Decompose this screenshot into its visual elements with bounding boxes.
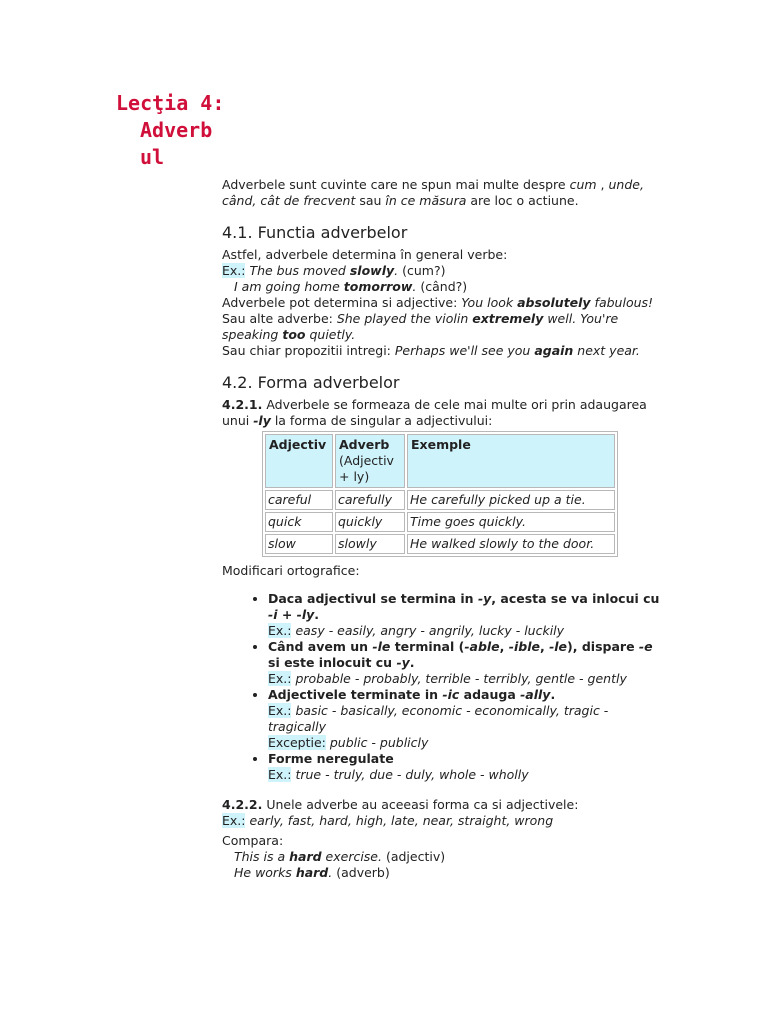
exception-label: Exceptie: — [268, 735, 326, 750]
table-row: careful carefully He carefully picked up a tie. — [265, 490, 615, 510]
lesson-title-line2: Adverb — [140, 118, 213, 142]
example-label: Ex.: — [222, 813, 246, 828]
example-label: Ex.: — [268, 671, 292, 686]
other-adverbs-line: Sau alte adverbe: She played the violin extremely well. You're speaking too quietly. — [222, 311, 619, 342]
paragraph-4-2-2: 4.2.2. Unele adverbe au aceeasi forma ca si adjectivele: — [222, 797, 579, 812]
example-1: Ex.: The bus moved slowly. (cum?) — [222, 263, 446, 278]
example-label: Ex.: — [268, 703, 292, 718]
table-header-row — [265, 434, 615, 488]
adjective-line: Adverbele pot determina si adjective: You look absolutely fabulous! — [222, 295, 654, 310]
table-header-adjectiv: Adjectiv — [265, 434, 333, 488]
table-row: slow slowly He walked slowly to the door. — [265, 534, 615, 554]
lesson-title-line3: ul — [140, 145, 165, 169]
compare-line-1: This is a hard exercise. (adjectiv) — [234, 849, 446, 864]
spelling-rules-list — [222, 591, 662, 783]
adverb-table — [262, 431, 618, 557]
list-item: • Când avem un -le terminal (-able, -ible, -le), dispare -e si este inlocuit cu -y. Ex.: probable - probably, terrible - terribly, gentle - gently — [268, 639, 662, 687]
list-item: • Adjectivele terminate in -ic adauga -ally. Ex.: basic - basically, economic - economically, tragic - tragically Exceptie: public - publicly — [268, 687, 662, 751]
sentence-line: Sau chiar propozitii intregi: Perhaps we'll see you again next year. — [222, 343, 640, 358]
table-row: quick quickly Time goes quickly. — [265, 512, 615, 532]
list-item: • Daca adjectivul se termina in -y, acesta se va inlocui cu -i + -ly. Ex.: easy - easily, angry - angrily, lucky - luckily — [268, 591, 662, 639]
lesson-title-line1: Lecţia 4: — [116, 91, 225, 115]
example-2: I am going home tomorrow. (când?) — [234, 279, 468, 294]
same-form-examples: Ex.: early, fast, hard, high, late, near, straight, wrong — [222, 813, 554, 828]
function-line: Astfel, adverbele determina în general verbe: — [222, 247, 508, 262]
table-header-adverb: Adverb (Adjectiv + ly) — [335, 434, 405, 488]
list-item: • Forme neregulate Ex.: true - truly, due - duly, whole - wholly — [268, 751, 662, 783]
lesson-title — [116, 90, 226, 171]
example-label: Ex.: — [222, 263, 246, 278]
table-header-exemple: Exemple — [407, 434, 615, 488]
compare-label: Compara: — [222, 833, 284, 848]
example-label: Ex.: — [268, 623, 292, 638]
spelling-changes-label: Modificari ortografice: — [222, 563, 360, 578]
intro-paragraph: Adverbele sunt cuvinte care ne spun mai multe despre cum , unde, când, cât de frecvent sau în ce măsura are loc o actiune. — [222, 177, 644, 208]
example-label: Ex.: — [268, 767, 292, 782]
section-heading-4-2: 4.2. Forma adverbelor — [222, 373, 400, 392]
paragraph-4-2-1: 4.2.1. Adverbele se formeaza de cele mai multe ori prin adaugarea unui -ly la forma de singular a adjectivului: — [222, 397, 647, 428]
section-heading-4-1: 4.1. Functia adverbelor — [222, 223, 408, 242]
compare-line-2: He works hard. (adverb) — [234, 865, 390, 880]
lesson-content — [222, 177, 662, 881]
